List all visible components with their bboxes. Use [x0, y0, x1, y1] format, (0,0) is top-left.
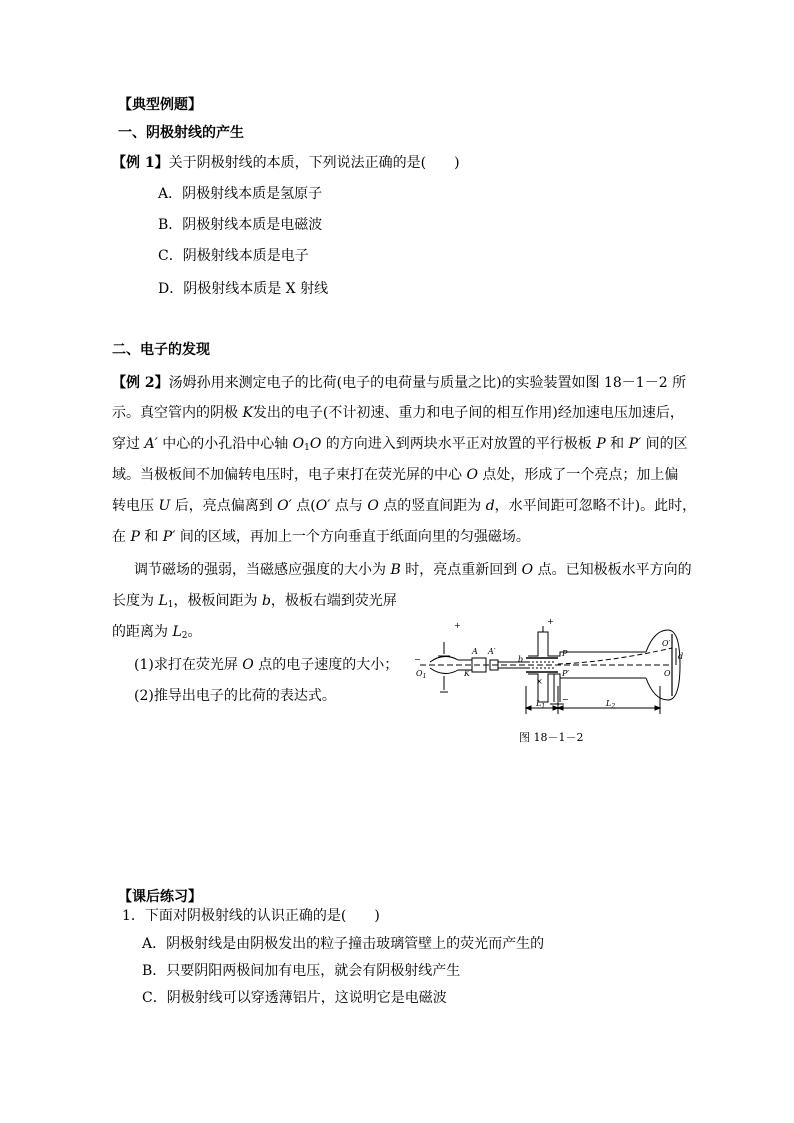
text: 中心的小孔沿中心轴 — [157, 436, 293, 452]
text: 点。已知极板水平方向的 — [533, 562, 692, 578]
var-P-prime: P′ — [162, 529, 176, 545]
example2-line-5 — [112, 496, 696, 516]
example2-tag: 【例 2】 — [112, 375, 169, 391]
var-O: O — [521, 562, 534, 578]
text: 点的竖直间距为 — [378, 498, 486, 514]
example1-text: 关于阴极射线的本质，下列说法正确的是( ) — [168, 155, 460, 171]
homework1-option-a: A．阴极射线是由阴极发出的粒子撞击玻璃管壁上的荧光而产生的 — [142, 936, 545, 952]
label-d: d — [678, 652, 684, 661]
label-minus-2: − — [562, 695, 569, 704]
main-tube — [528, 632, 646, 702]
label-L1-sub: 1 — [541, 703, 546, 710]
text: ，极板间距为 — [173, 593, 262, 609]
var-O: O — [309, 436, 322, 452]
sub-1: 1 — [167, 600, 174, 610]
var-U: U — [158, 498, 171, 514]
sub-2: 2 — [181, 631, 188, 641]
example2-line-2 — [112, 403, 684, 423]
label-P: P — [562, 649, 568, 658]
label-O1-letter: O — [416, 669, 423, 678]
var-O: O — [292, 436, 305, 452]
thomson-apparatus-figure — [410, 612, 682, 720]
text: ，极板右端到荧光屏 — [270, 593, 397, 609]
text: 点的电子速度的大小； — [253, 657, 399, 673]
label-O1-sub: 1 — [422, 673, 427, 680]
text: 转电压 — [112, 498, 159, 514]
deflected-beam — [558, 648, 672, 664]
text: 间的区域，再加上一个方向垂直于纸面向里的匀强磁场。 — [175, 529, 530, 545]
homework1-option-c: C．阴极射线可以穿透薄铝片，这说明它是电磁波 — [142, 990, 447, 1006]
label-A-prime: A′ — [488, 647, 496, 656]
part1-heading: 一、阴极射线的产生 — [118, 125, 244, 141]
section-after-class-heading: 【课后练习】 — [118, 889, 202, 905]
example2-text: 汤姆孙用来测定电子的比荷(电子的电荷量与质量之比)的实验装置如图 18－1－2 所 — [168, 375, 687, 391]
var-B: B — [390, 562, 401, 578]
example1-tag: 【例 1】 — [112, 155, 169, 171]
label-times: × — [536, 677, 543, 686]
text: 穿过 — [112, 436, 145, 452]
text: 的距离为 — [112, 624, 173, 640]
label-P-prime: P′ — [562, 669, 570, 678]
var-L: L — [172, 624, 182, 640]
var-O-prime: O′ — [315, 498, 331, 514]
homework1-option-b: B．只要阴阳两极间加有电压，就会有阴极射线产生 — [142, 963, 461, 979]
text: 调节磁场的强弱，当磁感应强度的大小为 — [134, 562, 391, 578]
text: 和 — [605, 436, 629, 452]
example1-option-d: D．阴极射线本质是 X 射线 — [158, 281, 329, 297]
example1-question — [112, 153, 460, 173]
label-plus-2: + — [547, 617, 554, 626]
var-P-prime: P′ — [628, 436, 642, 452]
var-L: L — [158, 593, 168, 609]
text: 示。真空管内的阴极 — [112, 405, 243, 421]
example2-subquestion-1 — [134, 655, 398, 675]
label-K: K — [464, 669, 470, 678]
text: ，水平间距可忽略不计)。此时， — [494, 498, 697, 514]
section-typical-heading: 【典型例题】 — [118, 97, 202, 113]
label-b: b — [518, 655, 524, 664]
label-O-prime: O′ — [662, 639, 671, 648]
label-L1-letter: L — [536, 699, 542, 708]
example2-line-7 — [134, 560, 692, 580]
label-O1 — [416, 669, 426, 680]
var-O: O — [242, 657, 254, 673]
label-plus: + — [454, 621, 461, 630]
text: 发出的电子(不计初速、重力和电子间的相互作用)经加速电压加速后， — [252, 405, 684, 421]
text: 。 — [187, 624, 202, 640]
label-O: O — [664, 669, 671, 678]
text: 时，亮点重新回到 — [400, 562, 522, 578]
example1-option-c: C．阴极射线本质是电子 — [158, 248, 309, 264]
text: 在 — [112, 529, 131, 545]
text: 后，亮点偏离到 — [170, 498, 278, 514]
var-K: K — [242, 405, 253, 421]
example2-line-4 — [112, 465, 678, 485]
var-d: d — [485, 498, 495, 514]
dimension-ticks — [526, 686, 660, 714]
example2-line-8 — [112, 591, 397, 611]
example2-line-6 — [112, 527, 530, 547]
var-A-prime: A′ — [144, 436, 158, 452]
figure-caption: 图 18－1－2 — [519, 731, 584, 744]
label-L2-sub: 2 — [611, 703, 616, 710]
part2-heading: 二、电子的发现 — [112, 342, 210, 358]
text: 长度为 — [112, 593, 159, 609]
text: 点( — [291, 498, 316, 514]
label-minus: − — [414, 655, 421, 664]
example1-option-b: B．阴极射线本质是电磁波 — [158, 217, 323, 233]
example2-line-9 — [112, 622, 201, 642]
text: (1)求打在荧光屏 — [134, 657, 243, 673]
example2-line-1 — [112, 373, 686, 393]
example2-subquestion-2: (2)推导出电子的比荷的表达式。 — [134, 688, 336, 704]
var-P: P — [130, 529, 140, 545]
text: 的方向进入到两块水平正对放置的平行极板 — [321, 436, 597, 452]
text: 点处，形成了一个亮点；加上偏 — [477, 467, 679, 483]
cathode-lower-stem — [440, 676, 448, 692]
text: 域。当极板间不加偏转电压时，电子束打在荧光屏的中心 — [112, 467, 467, 483]
var-O: O — [367, 498, 379, 514]
text: 和 — [139, 529, 163, 545]
homework1-question: 1．下面对阴极射线的认识正确的是( ) — [122, 908, 380, 924]
sub-1: 1 — [304, 443, 310, 453]
var-O-prime: O′ — [277, 498, 292, 514]
example1-option-a: A．阴极射线本质是氢原子 — [158, 186, 323, 202]
var-O: O — [466, 467, 478, 483]
label-A: A — [472, 647, 478, 656]
var-b: b — [261, 593, 271, 609]
cathode-stem — [438, 642, 450, 656]
label-L2-letter: L — [606, 699, 612, 708]
text: 点与 — [330, 498, 368, 514]
text: 间的区 — [641, 436, 688, 452]
example2-line-3 — [112, 434, 688, 454]
var-P: P — [596, 436, 606, 452]
